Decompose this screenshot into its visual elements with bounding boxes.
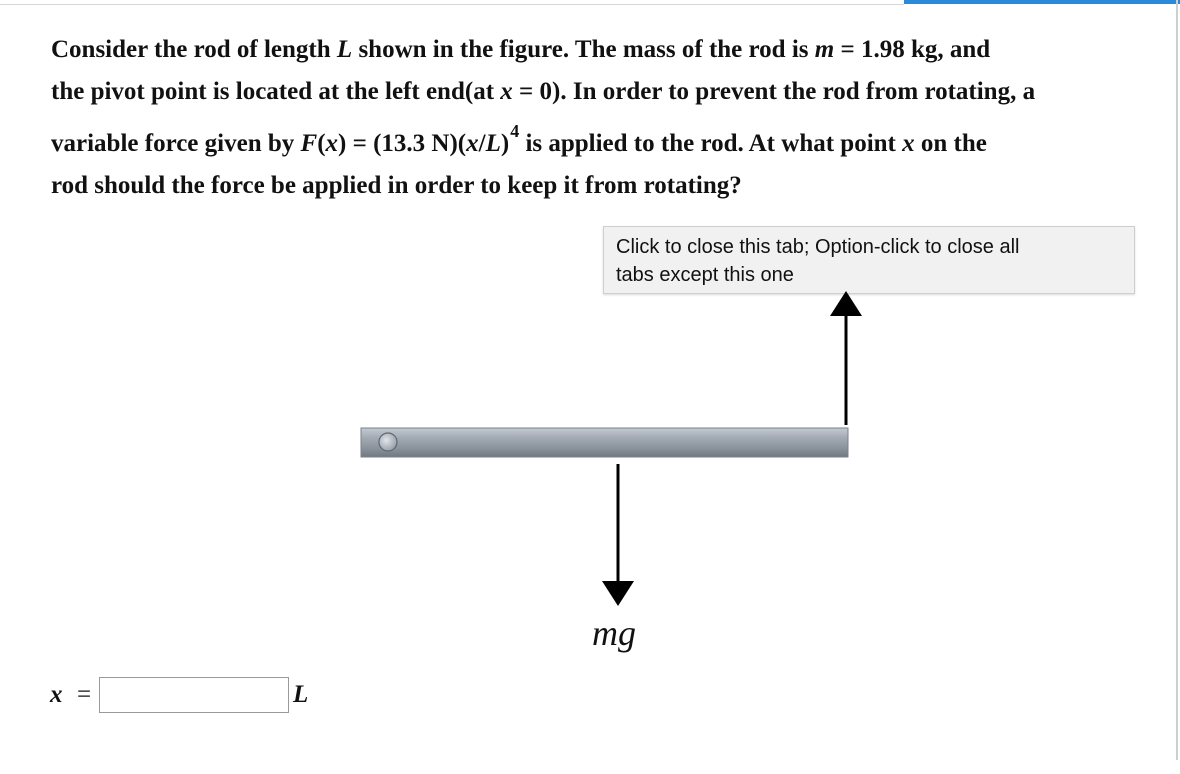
answer-input[interactable]: [99, 677, 289, 713]
answer-unit: L: [293, 681, 309, 708]
problem-line-4: rod should the force be applied in order to keep it from rotating?: [51, 172, 742, 199]
var-x: x: [902, 130, 915, 157]
exponent: 4: [510, 121, 520, 141]
problem-line-3: variable force given by F(x) = (13.3 $N)(x/L)^4$ is applied to the rod. At what point x on the: [51, 121, 987, 157]
answer-variable: x: [50, 681, 63, 708]
var-x: x: [500, 78, 513, 105]
gravity-label: mg: [592, 613, 636, 653]
var-F: F: [300, 130, 318, 157]
applied-force-arrow: [830, 291, 862, 425]
var-L: L: [485, 130, 501, 157]
var-L: L: [336, 36, 353, 63]
gravity-arrow: [602, 464, 634, 606]
var-m: m: [814, 36, 835, 63]
answer-equals: =: [77, 681, 92, 708]
problem-line-2: the pivot point is located at the left end(at x = 0). In order to prevent the rod from rotating, a: [51, 78, 1036, 105]
rod: [361, 428, 848, 457]
tooltip-line-1: Click to close this tab; Option-click to close all: [616, 236, 1020, 258]
problem-line-1: Consider the rod of length L shown in the figure. The mass of the rod is m = 1.98 kg, and: [51, 36, 991, 63]
var-x: x: [466, 130, 479, 157]
tooltip-line-2: tabs except this one: [616, 264, 794, 286]
pivot-point: [379, 433, 397, 451]
var-x: x: [325, 130, 339, 157]
